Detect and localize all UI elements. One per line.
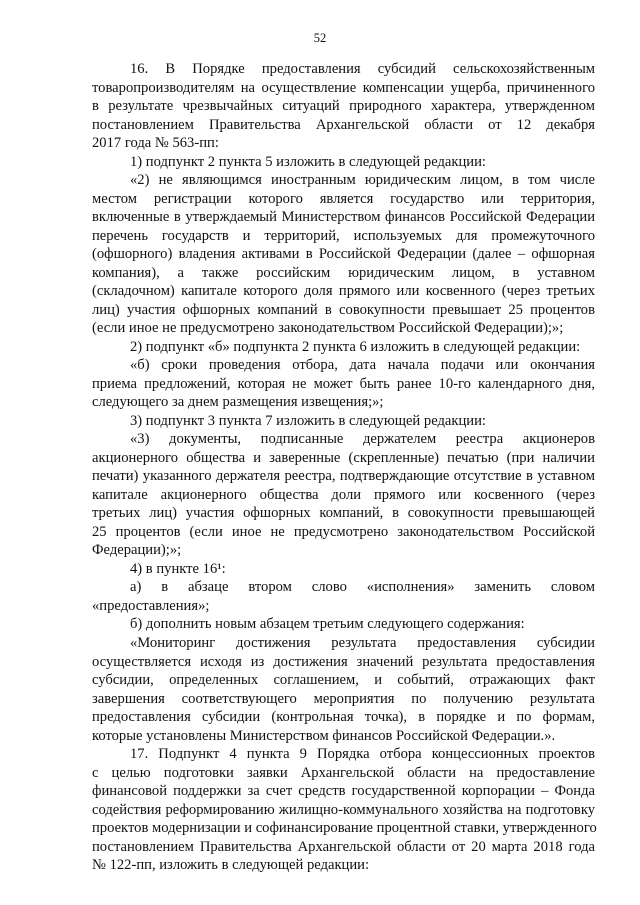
document-body xyxy=(92,60,595,875)
text-line: включенные в утверждаемый Министерством финансов Российской Федерации xyxy=(92,209,595,226)
text-line: акционерного общества и заверенные (скрепленные) печатью (при наличии xyxy=(92,449,595,466)
text-line: «б) сроки проведения отбора, дата начала подачи или окончания xyxy=(130,357,595,374)
text-line: «Мониторинг достижения результата предоставления субсидии xyxy=(130,634,595,651)
text-line: третьих лиц) участия офшорных компаний, в совокупности превышающей xyxy=(92,505,595,522)
text-line: № 122-пп, изложить в следующей редакции: xyxy=(92,857,370,874)
text-line: завершения соответствующего мероприятия по получению результата xyxy=(92,690,595,707)
text-line: «3) документы, подписанные держателем реестра акционеров xyxy=(130,431,595,448)
text-line: с целью подготовки заявки Архангельской области на предоставление xyxy=(92,764,595,781)
text-line: «предоставления»; xyxy=(92,597,210,614)
text-line: следующего за днем размещения извещения;»; xyxy=(92,394,384,411)
text-line: содействия реформированию жилищно-коммунального хозяйства на подготовку xyxy=(92,801,595,818)
text-line: печати) указанного держателя реестра, подтверждающие отсутствие в уставном xyxy=(92,468,595,485)
text-line: 3) подпункт 3 пункта 7 изложить в следующей редакции: xyxy=(130,412,486,429)
text-line: местом регистрации которого является государство или территория, xyxy=(92,190,595,207)
text-line: 17. Подпункт 4 пункта 9 Порядка отбора концессионных проектов xyxy=(130,746,595,763)
text-line: б) дополнить новым абзацем третьим следующего содержания: xyxy=(130,616,525,633)
text-line: товаропроизводителям на осуществление компенсации ущерба, причиненного xyxy=(92,79,595,96)
text-line: субсидии, определенных соглашением, и событий, отражающих факт xyxy=(92,672,595,689)
text-line: а) в абзаце втором слово «исполнения» заменить словом xyxy=(130,579,595,596)
text-line: (офшорного) владения активами в Российской Федерации (далее – офшорная xyxy=(92,246,595,263)
text-line: 25 процентов (если иное не предусмотрено законодательством Российской xyxy=(92,523,595,540)
text-line: 4) в пункте 16¹: xyxy=(130,560,226,577)
text-line: капитале акционерного общества доли прямого или косвенного (через xyxy=(92,486,595,503)
text-line: проектов модернизации и софинансирование процентной ставки, утвержденного xyxy=(92,820,597,837)
text-line: осуществляется исходя из достижения значений результата предоставления xyxy=(92,653,595,670)
text-line: предоставления субсидии (контрольная точка), в порядке и по формам, xyxy=(92,709,595,726)
text-line: финансовой поддержки за счет средств государственной корпорации – Фонда xyxy=(92,783,595,800)
text-line: 2017 года № 563-пп: xyxy=(92,135,219,152)
text-line: перечень государств и территорий, используемых для промежуточного xyxy=(92,227,595,244)
text-line: 16. В Порядке предоставления субсидий сельскохозяйственным xyxy=(130,61,595,77)
text-line: компания), а также российским юридическим лицом, в уставном xyxy=(92,264,595,281)
text-line: 2) подпункт «б» подпункта 2 пункта 6 изложить в следующей редакции: xyxy=(130,338,581,355)
text-line: приема предложений, которая не может быть ранее 10-го календарного дня, xyxy=(92,375,595,392)
text-line: 1) подпункт 2 пункта 5 изложить в следующей редакции: xyxy=(130,153,486,170)
page-number: 52 xyxy=(313,31,327,45)
text-line: в результате чрезвычайных ситуаций природного характера, утвержденном xyxy=(92,98,595,115)
text-line: «2) не являющимся иностранным юридическим лицом, в том числе xyxy=(130,172,595,189)
text-line: постановлением Правительства Архангельской области от 20 марта 2018 года xyxy=(92,838,595,855)
text-line: которые установлены Министерством финансов Российской Федерации.». xyxy=(92,727,556,744)
text-line: лиц) участия офшорных компаний в совокупности превышает 25 процентов xyxy=(92,301,595,318)
text-line: постановлением Правительства Архангельской области от 12 декабря xyxy=(92,116,595,133)
text-line: (если иное не предусмотрено законодательством Российской Федерации);»; xyxy=(92,320,564,337)
text-line: Федерации);»; xyxy=(92,542,182,559)
text-line: (складочном) капитале которого доля прямого или косвенного (через третьих xyxy=(92,283,595,300)
